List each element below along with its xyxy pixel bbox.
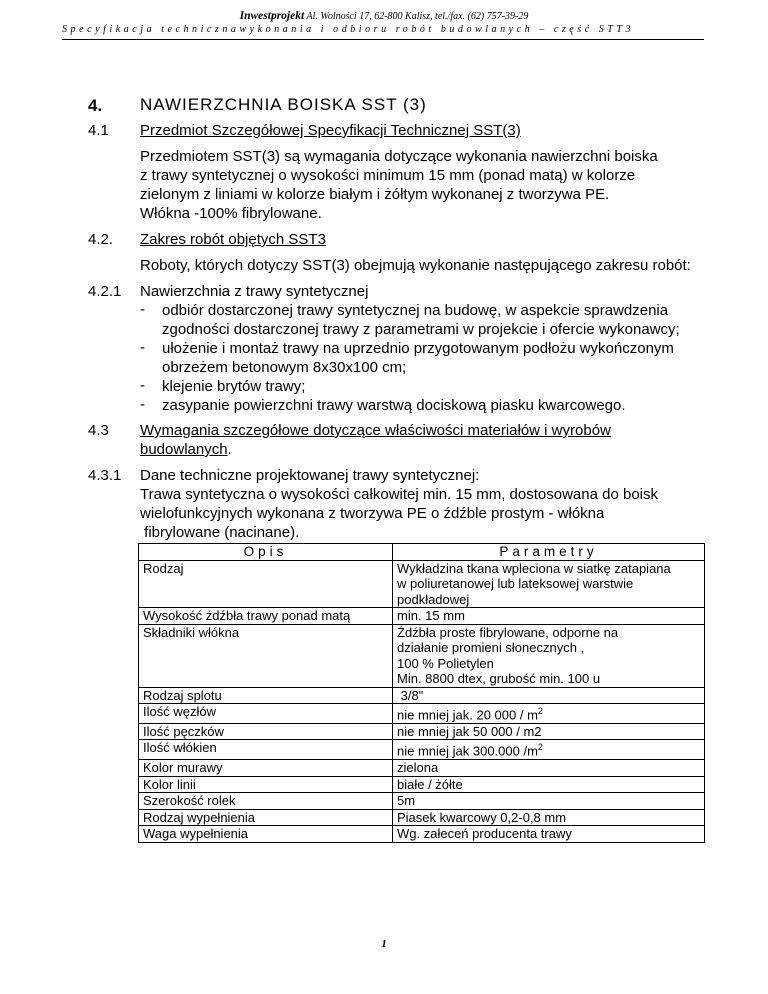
subsection-4-2-number: 4.2.: [88, 231, 114, 248]
bullet-item: odbiór dostarczonej trawy syntetycznej na budowę, w aspekcie sprawdzenia: [162, 302, 669, 319]
header-divider: [62, 39, 704, 40]
subsection-4-1-title: Przedmiot Szczegółowej Specyfikacji Technicznej SST(3): [140, 122, 521, 139]
paragraph-line: wielofunkcyjnych wykonana z tworzywa PE o źdźble prostym - włókna: [140, 505, 605, 522]
subsection-4-3-number: 4.3: [88, 422, 109, 439]
table-cell-label: Kolor linii: [139, 776, 393, 793]
table-cell-label: Kolor murawy: [139, 760, 393, 777]
table-row: [139, 723, 705, 740]
bullet-dash: -: [140, 339, 145, 356]
bullet-dash: -: [140, 301, 145, 318]
subsection-4-2-title: Zakres robót objętych SST3: [140, 231, 326, 248]
table-row: [139, 740, 705, 760]
table-cell-value: nie mniej jak 50 000 / m2: [393, 723, 705, 740]
company-address: Al. Wolności 17, 62-800 Kalisz, tel./fax. (62) 757-39-29: [306, 11, 529, 22]
table-cell-value: 3/8": [393, 687, 705, 704]
subsection-4-1-number: 4.1: [88, 122, 109, 139]
table-cell-value: nie mniej jak 300.000 $/m^2$: [393, 740, 705, 760]
subsection-4-3-1-number: 4.3.1: [88, 467, 122, 484]
table-cell-value: Piasek kwarcowy 0,2-0,8 mm: [393, 809, 705, 826]
table-cell-value: białe / żółte: [393, 776, 705, 793]
table-row: [139, 624, 705, 687]
table-row: [139, 687, 705, 704]
table-cell-label: Rodzaj wypełnienia: [139, 809, 393, 826]
subsection-4-2-1-number: 4.2.1: [88, 283, 122, 300]
paragraph-line: z trawy syntetycznej o wysokości minimum 15 mm (ponad matą) w kolorze: [140, 167, 636, 184]
column-header-description: Opis: [139, 544, 393, 561]
table-cell-value: zielona: [393, 760, 705, 777]
paragraph-line: Roboty, których dotyczy SST(3) obejmują wykonanie następującego zakresu robót:: [140, 257, 691, 274]
column-header-parameters: Parametry: [393, 544, 705, 561]
bullet-item-continued: obrzeżem betonowym 8x30x100 cm;: [162, 359, 407, 376]
bullet-dash: -: [140, 377, 145, 394]
table-row: [139, 776, 705, 793]
table-cell-value: min. 15 mm: [393, 608, 705, 625]
bullet-item-continued: zgodności dostarczonej trawy z parametrami w projekcie i ofercie wykonawcy;: [162, 321, 680, 338]
page-number: 1: [381, 938, 387, 950]
table-cell-label: Rodzaj splotu: [139, 687, 393, 704]
page-header: [0, 10, 768, 22]
table-cell-label: Ilość włókien: [139, 740, 393, 760]
paragraph-line: Włókna -100% fibrylowane.: [140, 205, 322, 222]
table-row: [139, 760, 705, 777]
bullet-item: ułożenie i montaż trawy na uprzednio przygotowanym podłożu wykończonym: [162, 340, 674, 357]
section-title: NAWIERZCHNIA BOISKA SST (3): [140, 95, 427, 114]
table-row: [139, 826, 705, 843]
bullet-item: zasypanie powierzchni trawy warstwą dociskową piasku kwarcowego.: [162, 397, 626, 414]
table-cell-label: Waga wypełnienia: [139, 826, 393, 843]
table-cell-label: Wysokość źdźbła trawy ponad matą: [139, 608, 393, 625]
table-row: [139, 560, 705, 608]
table-row: [139, 704, 705, 724]
section-number: 4.: [88, 96, 103, 115]
table-cell-value: Wg. załeceń producenta trawy: [393, 826, 705, 843]
table-row: [139, 544, 705, 561]
subsection-4-3-1-title: Dane techniczne projektowanej trawy syntetycznej:: [140, 467, 480, 484]
table-cell-value: 5m: [393, 793, 705, 810]
table-cell-value: nie mniej jak. 20 $000 / m^2$: [393, 704, 705, 724]
paragraph-line: Przedmiotem SST(3) są wymagania dotyczące wykonania nawierzchni boiska: [140, 148, 658, 165]
table-cell-label: Szerokość rolek: [139, 793, 393, 810]
table-cell-value: Wykładzina tkana wpleciona w siatkę zatapiana w poliuretanowej lub lateksowej warstwie podkładowej: [393, 560, 705, 608]
table-cell-value: Źdźbła proste fibrylowane, odporne na działanie promieni słonecznych , 100 % Polietylen Min. 8800 dtex, grubość min. 100 u: [393, 624, 705, 687]
table-cell-label: Ilość pęczków: [139, 723, 393, 740]
specification-table: [138, 543, 705, 843]
paragraph-line: zielonym z liniami w kolorze białym i żółtym wykonanej z tworzywa PE.: [140, 186, 610, 203]
table-cell-label: Ilość węzłów: [139, 704, 393, 724]
paragraph-line: Trawa syntetyczna o wysokości całkowitej min. 15 mm, dostosowana do boisk: [140, 486, 658, 503]
table-cell-label: Składniki włókna: [139, 624, 393, 687]
bullet-dash: -: [140, 396, 145, 413]
subsection-4-3-title: Wymagania szczegółowe dotyczące właściwości materiałów i wyrobów: [140, 422, 611, 439]
paragraph-line: fibrylowane (nacinane).: [140, 524, 300, 541]
table-cell-label: Rodzaj: [139, 560, 393, 608]
table-row: [139, 608, 705, 625]
subsection-4-3-title-continued: budowlanych.: [140, 441, 232, 458]
subsection-4-2-1-title: Nawierzchnia z trawy syntetycznej: [140, 283, 369, 300]
table-row: [139, 809, 705, 826]
document-subtitle: Specyfikacja technicznawykonania i odbioru robót budowlanych – część STT3: [62, 24, 635, 35]
table-row: [139, 793, 705, 810]
company-name: Inwestprojekt: [239, 10, 305, 22]
bullet-item: klejenie brytów trawy;: [162, 378, 306, 395]
